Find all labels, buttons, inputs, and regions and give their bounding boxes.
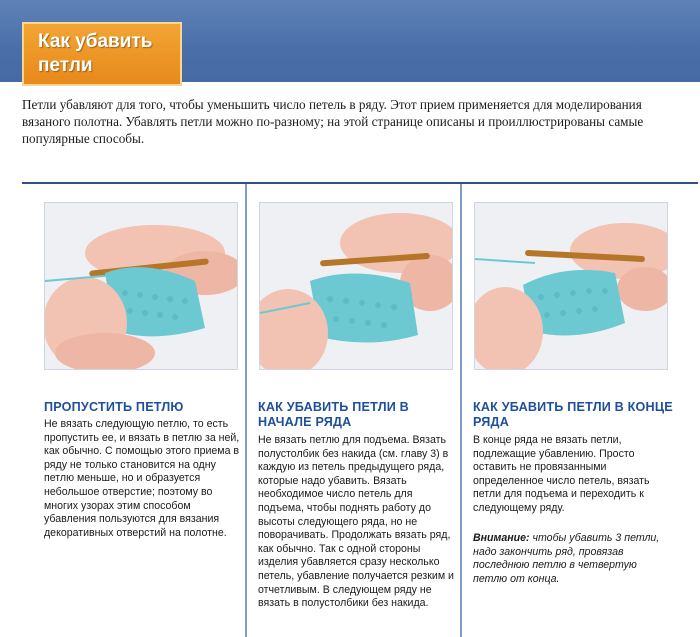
column-3-title: КАК УБАВИТЬ ПЕТЛИ В КОНЦЕ РЯДА <box>473 400 673 429</box>
note-label: Внимание: <box>473 532 530 544</box>
column-1-text: Не вязать следующую петлю, то есть пропустить ее, и вязать в петлю за ней, как обычно. С помощью этого приема в ряду не только становится на одну петлю меньше, но и образуется небольшое отверстие; поэтому во многих узорах этим способом убавления пользуются для вязания декоративных отверстий на полотне. <box>44 418 240 539</box>
section-divider <box>22 182 698 184</box>
column-3-text: В конце ряда не вязать петли, подлежащие убавлению. Просто оставить не провязанными определенное число петель, вязать петли для подъема и переходить к следующему ряду. <box>473 434 650 514</box>
column-divider-1 <box>245 184 247 637</box>
note-text: чтобы убавить 3 петли, надо закончить ряд, провязав последнюю петлю в четвертую петлю от конца. <box>473 532 660 585</box>
column-3-note <box>473 532 669 586</box>
photo-decrease-end <box>474 202 668 370</box>
column-divider-2 <box>460 184 462 637</box>
photo-skip-stitch <box>44 202 238 370</box>
page-title-line1: Как убавить <box>38 31 153 52</box>
column-1-title: ПРОПУСТИТЬ ПЕТЛЮ <box>44 400 184 414</box>
photo-decrease-start <box>259 202 453 370</box>
column-2-title: КАК УБАВИТЬ ПЕТЛИ В НАЧАЛЕ РЯДА <box>258 400 409 429</box>
page-title <box>22 22 182 86</box>
page-title-line2: петли <box>38 55 93 76</box>
intro-paragraph: Петли убавляют для того, чтобы уменьшить число петель в ряду. Этот прием применяется для моделирования вязаного полотна. Убавлять петли можно по-разному; на этой странице описаны и проиллюстрированы самые популярные способы. <box>22 97 644 146</box>
column-2-text: Не вязать петлю для подъема. Вязать полустолбик без накида (см. главу 3) в каждую из петель предыдущего ряда, которые надо убавить. Вязать необходимое число петель для подъема, чтобы поднять работу до высоты следующего ряда, но не поворачивать. Продолжать вязать ряд, как обычно. Так с одной стороны изделия убавляется сразу несколько петель, убавление получается резким и отчетливым. В следующем ряду не вязать в полустолбики без накида. <box>258 434 454 610</box>
